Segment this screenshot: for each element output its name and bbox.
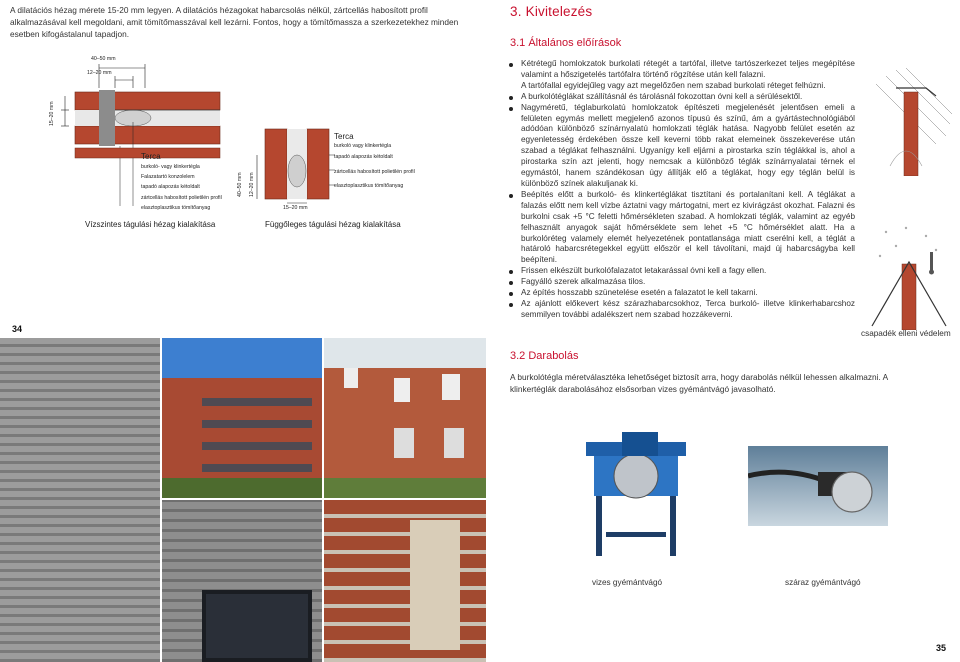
right-label: burkoló vagy klinkertégla (334, 143, 392, 149)
page-number-left: 34 (12, 324, 23, 334)
rule-item: A burkolótéglákat szállításnál és tárolásnál fokozottan óvni kell a sérülésektől. (507, 92, 855, 103)
snow-protection-illustration (866, 222, 952, 330)
rain-wall-drawing (866, 66, 952, 176)
horizontal-joint-diagram (49, 56, 255, 236)
rule-item: Frissen elkészült burkolófalazatot letakarással óvni kell a fagy ellen. (507, 266, 855, 277)
left-labels (141, 162, 222, 213)
left-brand: Terca (141, 152, 161, 161)
photo-red-office-building (162, 338, 322, 498)
cutting-paragraph: A burkolótégla méretválasztéka lehetőséget biztosít arra, hogy darabolás nélkül lehessen alkalmazni. A klinkertéglák darabolásához elsősorban vizes gyémántvágó javasolható. (510, 372, 888, 394)
left-label: tapadó alapozás kétoldalt (141, 184, 200, 191)
rule-item: Fagyálló szerek alkalmazása tilos. (507, 277, 855, 288)
rule-item: Nagyméretű, téglaburkolatú homlokzatok építészeti megjelenését jelentősen emeli a felületen egymás mellett megjelenő azonos típusú és színű, ám a gyártástechnológiából adódóan különböző színárnyalatú homlokzati téglák hatása. Nagyobb felület esetén az egyenletesség érdekében össze kell keverni több rakat elemeinek összekeverése után szabad a téglákat felhasználni. Ugyanígy kell eljárni a pirostarka szín téglákkal is, ahol a pirostarka szín azt jelenti, hogy nemcsak a különböző téglák színárnyalatai térnek el egymástól, hanem szándékosan úgy állítják elő a téglákat, hogy egy téglán belül is különböző színek alakuljanak ki. (507, 103, 855, 190)
intro-paragraph: A dilatációs hézag mérete 15-20 mm legyen. A dilatációs hézagokat habarcsolás nélkül, zártcellás habosított profil alkalmazásával kell megoldani, amit tömítőmasszával kell lezárni. Fontos, hogy a tömítőmassza a szerkezetekhez minden esetben kifogástalanul tapadjon. (10, 5, 459, 39)
rules-list (507, 59, 855, 321)
left-label: zártcellás habosított polietilén profil (141, 194, 222, 201)
right-label: tapadó alapozás kétoldalt (334, 154, 393, 160)
right-label: elasztoplasztikus tömítőanyag (334, 183, 404, 189)
dim-top-2: 12–20 mm (87, 70, 112, 76)
photo-brick-houses (324, 338, 486, 498)
vertical-joint-diagram (235, 125, 475, 235)
snow-wall-drawing (866, 222, 952, 330)
wet-saw-caption: vizes gyémántvágó (592, 578, 663, 587)
dry-diamond-saw-image (748, 446, 888, 526)
dry-saw-drawing (748, 446, 888, 526)
rule-item: Az építés hosszabb szünetelése esetén a falazatot le kell takarni. (507, 288, 855, 299)
subsection-cutting: 3.2 Darabolás (510, 350, 579, 362)
window-frame (202, 590, 312, 662)
office-building-windows (162, 338, 322, 498)
brick-houses-detail (324, 338, 486, 498)
dim-bottom: 15–20 mm (283, 205, 308, 211)
photo-brick-wall-corner (0, 338, 160, 662)
rule-item: A tartófallal egyidejűleg vagy azt megelőzően nem szabad burkolati réteget felhúzni. (521, 80, 826, 90)
rule-item: Az ajánlott előkevert kész szárazhabarcsokhoz, Terca burkoló- illetve klinkerhabarcshoz semmilyen további adalékszert nem szabad hozzákeverni. (507, 299, 855, 321)
dim-top-1: 40–50 mm (91, 56, 116, 62)
dim-side-2: 12–20 mm (249, 172, 255, 197)
right-brand: Terca (334, 132, 354, 141)
right-label: zártcellás habosított polietilén profil (334, 169, 415, 175)
left-diagram-title: Vízszintes tágulási hézag kialakítása (85, 220, 216, 229)
wet-saw-drawing (576, 412, 696, 562)
subsection-general: 3.1 Általános előírások (510, 37, 622, 49)
rule-item: Beépítés előtt a burkoló- és klinkertéglákat tisztítani és portalanítani kell. A téglákat a falazás előtt nem kell vízbe áztatni vagy mártogatni, mert ez kivirágzást okozhat. Falazni és burkolni csak +5 °C feletti hőmérsékleten szabad. A homlokzati téglák, valamint az egyéb felhasznált anyagok saját hőmérséklete sem lehet +5 °C hőmérséklet alatt. Ha a burkolóréteg valamely elemét helyezetének pontatlansága miatt cserélni kell, a téglát a határoló habarcsrétegekkel együtt először el kell távolítani, majd új habarcságyba kell beépíteni. (507, 190, 855, 266)
dry-saw-caption: száraz gyémántvágó (785, 578, 861, 587)
photo-window-in-grey-brick (162, 500, 322, 662)
page-number-right: 35 (936, 643, 947, 653)
wet-diamond-saw-image (576, 412, 696, 562)
left-label: elasztoplasztikus tömítőanyag (141, 204, 211, 211)
rule-item: Kétrétegű homlokzatok burkolati rétegét a tartófal, illetve tartószerkezet teljes megépítése valamint a hőszigetelés tartófalra történő rögzítése után kell falazni. (507, 59, 855, 81)
dim-side: 15–20 mm (49, 101, 55, 126)
stone-block (410, 520, 460, 650)
dim-side-1: 40–50 mm (237, 172, 243, 197)
photo-brick-detail (324, 500, 486, 662)
left-label: burkoló- vagy klinkertégla (141, 164, 200, 170)
vertical-joint-drawing (235, 125, 475, 235)
section-title: 3. Kivitelezés (510, 4, 593, 19)
left-label: Falazatartó konzolelem (141, 174, 195, 181)
side-illustration-caption: csapadék elleni védelem (861, 329, 951, 338)
rain-protection-illustration (866, 66, 952, 176)
right-diagram-title: Függőleges tágulási hézag kialakítása (265, 220, 401, 229)
